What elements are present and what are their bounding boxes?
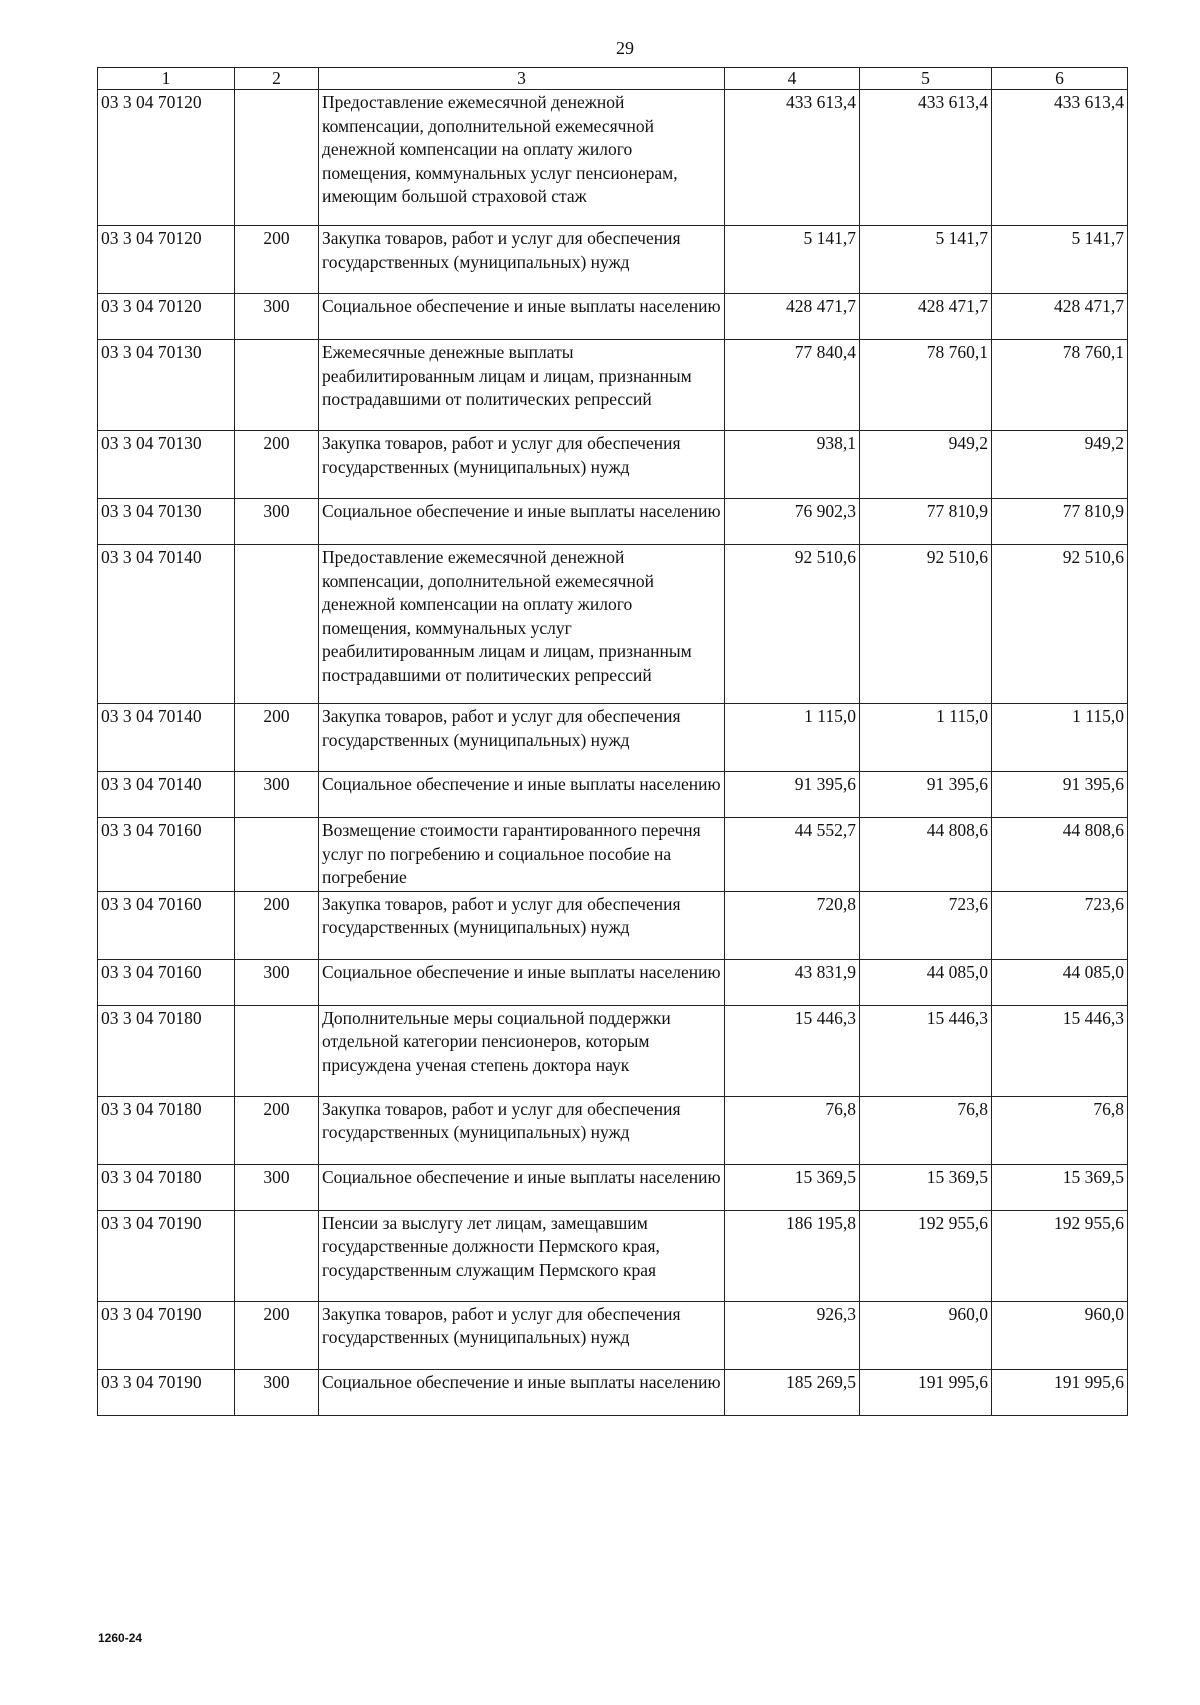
row-description: Предоставление ежемесячной денежной компенсации, дополнительной ежемесячной денежной компенсации на оплату жилого помещения, коммунальных услуг реабилитированным лицам и лицам, признанным пострадавшими от политических репрессий bbox=[319, 545, 725, 704]
amount-col-4: 15 369,5 bbox=[725, 1164, 860, 1210]
amount-col-5: 191 995,6 bbox=[860, 1369, 992, 1415]
table-row bbox=[98, 1164, 1128, 1210]
table-row bbox=[98, 294, 1128, 340]
row-description: Социальное обеспечение и иные выплаты населению bbox=[319, 1369, 725, 1415]
amount-col-4: 720,8 bbox=[725, 891, 860, 959]
amount-col-6: 5 141,7 bbox=[992, 226, 1128, 294]
amount-col-4: 428 471,7 bbox=[725, 294, 860, 340]
row-description: Закупка товаров, работ и услуг для обеспечения государственных (муниципальных) нужд bbox=[319, 704, 725, 772]
expense-type-code: 300 bbox=[235, 1369, 319, 1415]
amount-col-5: 77 810,9 bbox=[860, 499, 992, 545]
column-header: 3 bbox=[319, 68, 725, 90]
row-description: Социальное обеспечение и иные выплаты населению bbox=[319, 499, 725, 545]
row-description: Закупка товаров, работ и услуг для обеспечения государственных (муниципальных) нужд bbox=[319, 226, 725, 294]
expense-type-code: 200 bbox=[235, 431, 319, 499]
amount-col-6: 91 395,6 bbox=[992, 772, 1128, 818]
table-row bbox=[98, 431, 1128, 499]
table-row bbox=[98, 1210, 1128, 1301]
row-description: Социальное обеспечение и иные выплаты населению bbox=[319, 294, 725, 340]
amount-col-6: 949,2 bbox=[992, 431, 1128, 499]
table-row bbox=[98, 90, 1128, 226]
table-row bbox=[98, 772, 1128, 818]
amount-col-6: 92 510,6 bbox=[992, 545, 1128, 704]
amount-col-4: 76,8 bbox=[725, 1096, 860, 1164]
target-code: 03 3 04 70130 bbox=[98, 431, 235, 499]
amount-col-5: 76,8 bbox=[860, 1096, 992, 1164]
column-header: 2 bbox=[235, 68, 319, 90]
amount-col-6: 723,6 bbox=[992, 891, 1128, 959]
amount-col-6: 15 446,3 bbox=[992, 1005, 1128, 1096]
amount-col-5: 15 446,3 bbox=[860, 1005, 992, 1096]
table-row bbox=[98, 818, 1128, 892]
row-description: Закупка товаров, работ и услуг для обеспечения государственных (муниципальных) нужд bbox=[319, 431, 725, 499]
table-row bbox=[98, 1005, 1128, 1096]
target-code: 03 3 04 70160 bbox=[98, 891, 235, 959]
amount-col-4: 15 446,3 bbox=[725, 1005, 860, 1096]
amount-col-5: 949,2 bbox=[860, 431, 992, 499]
column-header: 1 bbox=[98, 68, 235, 90]
expense-type-code bbox=[235, 340, 319, 431]
amount-col-6: 428 471,7 bbox=[992, 294, 1128, 340]
amount-col-4: 77 840,4 bbox=[725, 340, 860, 431]
table-body bbox=[98, 90, 1128, 1416]
expense-type-code: 300 bbox=[235, 772, 319, 818]
page-number: 29 bbox=[616, 38, 634, 58]
target-code: 03 3 04 70190 bbox=[98, 1210, 235, 1301]
amount-col-5: 44 085,0 bbox=[860, 959, 992, 1005]
amount-col-5: 433 613,4 bbox=[860, 90, 992, 226]
row-description: Дополнительные меры социальной поддержки отдельной категории пенсионеров, которым присуждена ученая степень доктора наук bbox=[319, 1005, 725, 1096]
amount-col-6: 77 810,9 bbox=[992, 499, 1128, 545]
expense-type-code bbox=[235, 818, 319, 892]
target-code: 03 3 04 70160 bbox=[98, 818, 235, 892]
target-code: 03 3 04 70130 bbox=[98, 499, 235, 545]
row-description: Закупка товаров, работ и услуг для обеспечения государственных (муниципальных) нужд bbox=[319, 891, 725, 959]
amount-col-5: 15 369,5 bbox=[860, 1164, 992, 1210]
expense-type-code bbox=[235, 1210, 319, 1301]
row-description: Закупка товаров, работ и услуг для обеспечения государственных (муниципальных) нужд bbox=[319, 1096, 725, 1164]
expense-type-code bbox=[235, 545, 319, 704]
amount-col-4: 91 395,6 bbox=[725, 772, 860, 818]
table-row bbox=[98, 545, 1128, 704]
amount-col-5: 723,6 bbox=[860, 891, 992, 959]
amount-col-4: 92 510,6 bbox=[725, 545, 860, 704]
budget-table bbox=[97, 67, 1128, 1416]
expense-type-code: 300 bbox=[235, 499, 319, 545]
column-header: 4 bbox=[725, 68, 860, 90]
amount-col-4: 938,1 bbox=[725, 431, 860, 499]
amount-col-5: 192 955,6 bbox=[860, 1210, 992, 1301]
row-description: Возмещение стоимости гарантированного перечня услуг по погребению и социальное пособие на погребение bbox=[319, 818, 725, 892]
table-row bbox=[98, 891, 1128, 959]
amount-col-6: 433 613,4 bbox=[992, 90, 1128, 226]
expense-type-code: 200 bbox=[235, 226, 319, 294]
target-code: 03 3 04 70140 bbox=[98, 545, 235, 704]
table-row bbox=[98, 704, 1128, 772]
target-code: 03 3 04 70120 bbox=[98, 90, 235, 226]
amount-col-4: 76 902,3 bbox=[725, 499, 860, 545]
expense-type-code: 200 bbox=[235, 1301, 319, 1369]
amount-col-5: 960,0 bbox=[860, 1301, 992, 1369]
target-code: 03 3 04 70190 bbox=[98, 1369, 235, 1415]
table-row bbox=[98, 226, 1128, 294]
amount-col-6: 15 369,5 bbox=[992, 1164, 1128, 1210]
column-header: 6 bbox=[992, 68, 1128, 90]
target-code: 03 3 04 70130 bbox=[98, 340, 235, 431]
row-description: Предоставление ежемесячной денежной компенсации, дополнительной ежемесячной денежной компенсации на оплату жилого помещения, коммунальных услуг пенсионерам, имеющим большой страховой стаж bbox=[319, 90, 725, 226]
amount-col-6: 192 955,6 bbox=[992, 1210, 1128, 1301]
table-header-row bbox=[98, 68, 1128, 90]
row-description: Закупка товаров, работ и услуг для обеспечения государственных (муниципальных) нужд bbox=[319, 1301, 725, 1369]
table-row bbox=[98, 499, 1128, 545]
target-code: 03 3 04 70180 bbox=[98, 1164, 235, 1210]
expense-type-code bbox=[235, 90, 319, 226]
row-description: Социальное обеспечение и иные выплаты населению bbox=[319, 772, 725, 818]
amount-col-5: 92 510,6 bbox=[860, 545, 992, 704]
target-code: 03 3 04 70190 bbox=[98, 1301, 235, 1369]
amount-col-5: 428 471,7 bbox=[860, 294, 992, 340]
document-code: 1260-24 bbox=[98, 1631, 143, 1645]
amount-col-6: 44 085,0 bbox=[992, 959, 1128, 1005]
amount-col-6: 76,8 bbox=[992, 1096, 1128, 1164]
amount-col-4: 433 613,4 bbox=[725, 90, 860, 226]
row-description: Пенсии за выслугу лет лицам, замещавшим государственные должности Пермского края, государственным служащим Пермского края bbox=[319, 1210, 725, 1301]
amount-col-6: 78 760,1 bbox=[992, 340, 1128, 431]
table-row bbox=[98, 1301, 1128, 1369]
expense-type-code: 300 bbox=[235, 1164, 319, 1210]
target-code: 03 3 04 70120 bbox=[98, 294, 235, 340]
table-row bbox=[98, 959, 1128, 1005]
amount-col-4: 44 552,7 bbox=[725, 818, 860, 892]
row-description: Ежемесячные денежные выплаты реабилитированным лицам и лицам, признанным пострадавшими от политических репрессий bbox=[319, 340, 725, 431]
row-description: Социальное обеспечение и иные выплаты населению bbox=[319, 1164, 725, 1210]
table-row bbox=[98, 1096, 1128, 1164]
amount-col-5: 78 760,1 bbox=[860, 340, 992, 431]
target-code: 03 3 04 70180 bbox=[98, 1005, 235, 1096]
amount-col-4: 1 115,0 bbox=[725, 704, 860, 772]
amount-col-5: 91 395,6 bbox=[860, 772, 992, 818]
amount-col-4: 185 269,5 bbox=[725, 1369, 860, 1415]
amount-col-6: 960,0 bbox=[992, 1301, 1128, 1369]
expense-type-code: 300 bbox=[235, 959, 319, 1005]
expense-type-code: 300 bbox=[235, 294, 319, 340]
column-header: 5 bbox=[860, 68, 992, 90]
amount-col-5: 1 115,0 bbox=[860, 704, 992, 772]
amount-col-4: 186 195,8 bbox=[725, 1210, 860, 1301]
amount-col-6: 44 808,6 bbox=[992, 818, 1128, 892]
amount-col-5: 5 141,7 bbox=[860, 226, 992, 294]
table-row bbox=[98, 1369, 1128, 1415]
target-code: 03 3 04 70160 bbox=[98, 959, 235, 1005]
target-code: 03 3 04 70140 bbox=[98, 772, 235, 818]
amount-col-5: 44 808,6 bbox=[860, 818, 992, 892]
expense-type-code: 200 bbox=[235, 891, 319, 959]
target-code: 03 3 04 70140 bbox=[98, 704, 235, 772]
amount-col-4: 43 831,9 bbox=[725, 959, 860, 1005]
row-description: Социальное обеспечение и иные выплаты населению bbox=[319, 959, 725, 1005]
expense-type-code: 200 bbox=[235, 704, 319, 772]
amount-col-6: 1 115,0 bbox=[992, 704, 1128, 772]
target-code: 03 3 04 70180 bbox=[98, 1096, 235, 1164]
expense-type-code: 200 bbox=[235, 1096, 319, 1164]
amount-col-4: 5 141,7 bbox=[725, 226, 860, 294]
amount-col-4: 926,3 bbox=[725, 1301, 860, 1369]
amount-col-6: 191 995,6 bbox=[992, 1369, 1128, 1415]
table-row bbox=[98, 340, 1128, 431]
expense-type-code bbox=[235, 1005, 319, 1096]
target-code: 03 3 04 70120 bbox=[98, 226, 235, 294]
